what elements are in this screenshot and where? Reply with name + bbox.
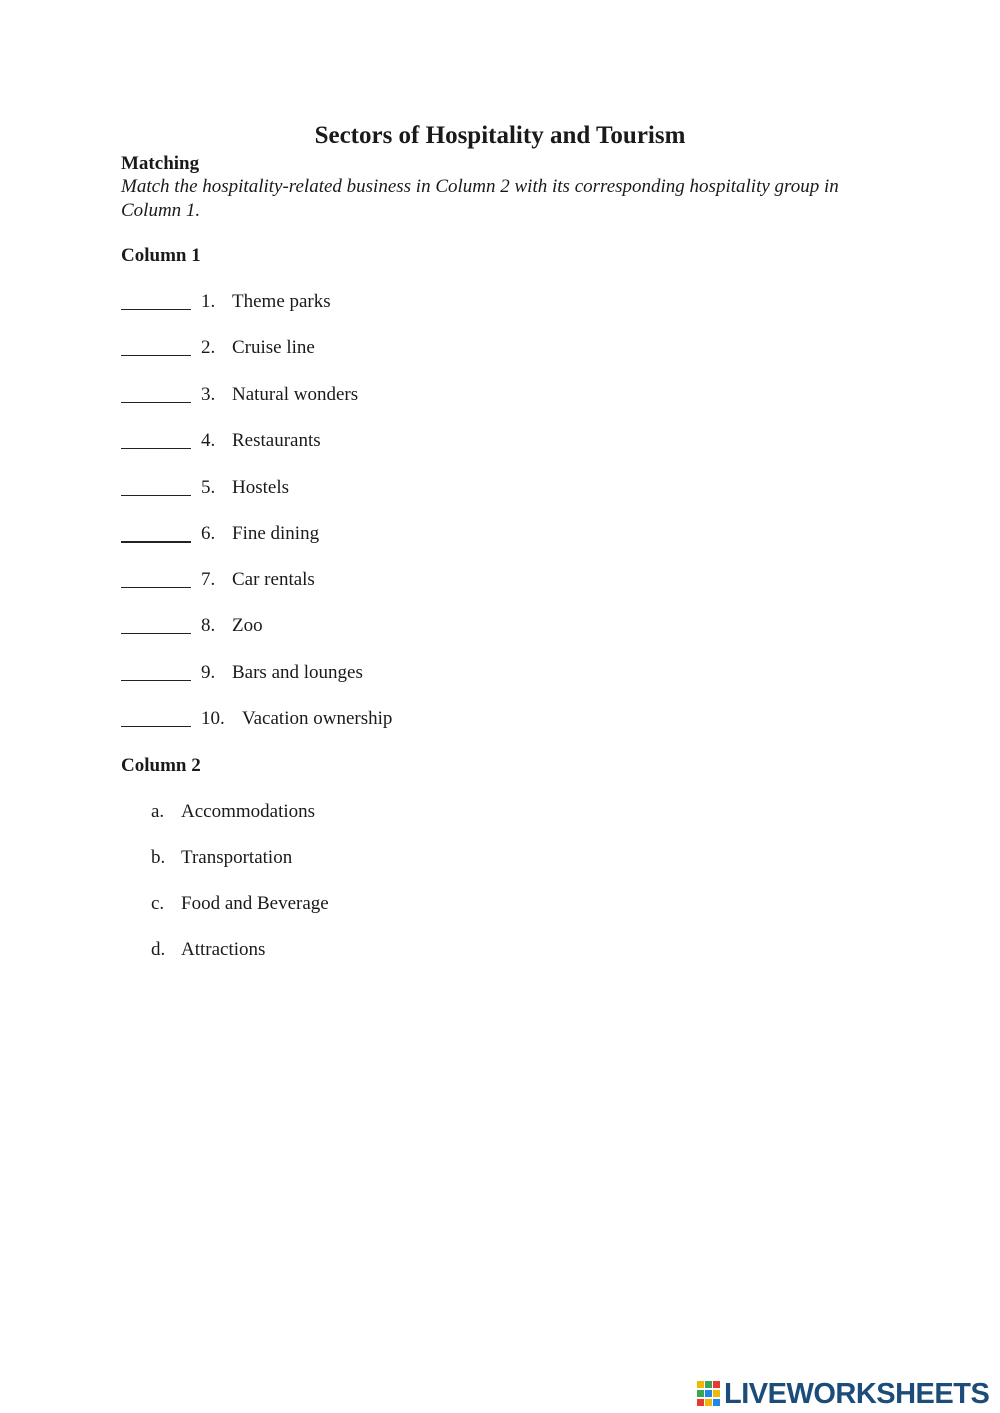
item-number: 4.	[201, 430, 216, 451]
item-number: 5.	[201, 477, 216, 498]
item-number: 8.	[201, 615, 216, 636]
answer-blank[interactable]	[121, 633, 191, 634]
answer-blank[interactable]	[121, 726, 191, 727]
instructions: Match the hospitality-related business in Column 2 with its corresponding hospitality group in Column 1.	[121, 176, 839, 221]
item-number: 7.	[201, 569, 216, 590]
category-text: Attractions	[181, 939, 266, 960]
item-text: Vacation ownership	[242, 708, 393, 729]
category-letter: d.	[151, 939, 166, 960]
item-number: 2.	[201, 337, 216, 358]
item-text: Restaurants	[232, 430, 321, 451]
item-text: Car rentals	[232, 569, 315, 590]
answer-blank[interactable]	[121, 309, 191, 310]
category-letter: b.	[151, 847, 166, 868]
item-text: Cruise line	[232, 337, 315, 358]
column2-heading: Column 2	[121, 755, 201, 776]
item-text: Natural wonders	[232, 384, 359, 405]
answer-blank[interactable]	[121, 587, 191, 588]
item-text: Bars and lounges	[232, 662, 363, 683]
category-letter: a.	[151, 801, 165, 822]
item-number: 1.	[201, 291, 216, 312]
answer-blank[interactable]	[121, 495, 191, 496]
column1-heading: Column 1	[121, 245, 201, 266]
section-label: Matching	[121, 153, 200, 174]
item-number: 10.	[201, 708, 225, 729]
answer-blank[interactable]	[121, 355, 191, 356]
liveworksheets-blocks-icon	[697, 1381, 721, 1407]
item-text: Zoo	[232, 615, 263, 636]
item-number: 9.	[201, 662, 216, 683]
item-text: Hostels	[232, 477, 289, 498]
item-number: 6.	[201, 523, 216, 544]
item-text: Theme parks	[232, 291, 331, 312]
page-title: Sectors of Hospitality and Tourism	[314, 122, 686, 149]
answer-blank[interactable]	[121, 541, 191, 543]
category-text: Transportation	[181, 847, 293, 868]
item-number: 3.	[201, 384, 216, 405]
category-text: Accommodations	[181, 801, 316, 822]
category-text: Food and Beverage	[181, 893, 329, 914]
item-text: Fine dining	[232, 523, 320, 544]
category-letter: c.	[151, 893, 165, 914]
answer-blank[interactable]	[121, 448, 191, 449]
answer-blank[interactable]	[121, 680, 191, 681]
answer-blank[interactable]	[121, 402, 191, 403]
logo-text: LIVEWORKSHEETS	[724, 1377, 990, 1410]
liveworksheets-logo	[697, 1377, 989, 1411]
